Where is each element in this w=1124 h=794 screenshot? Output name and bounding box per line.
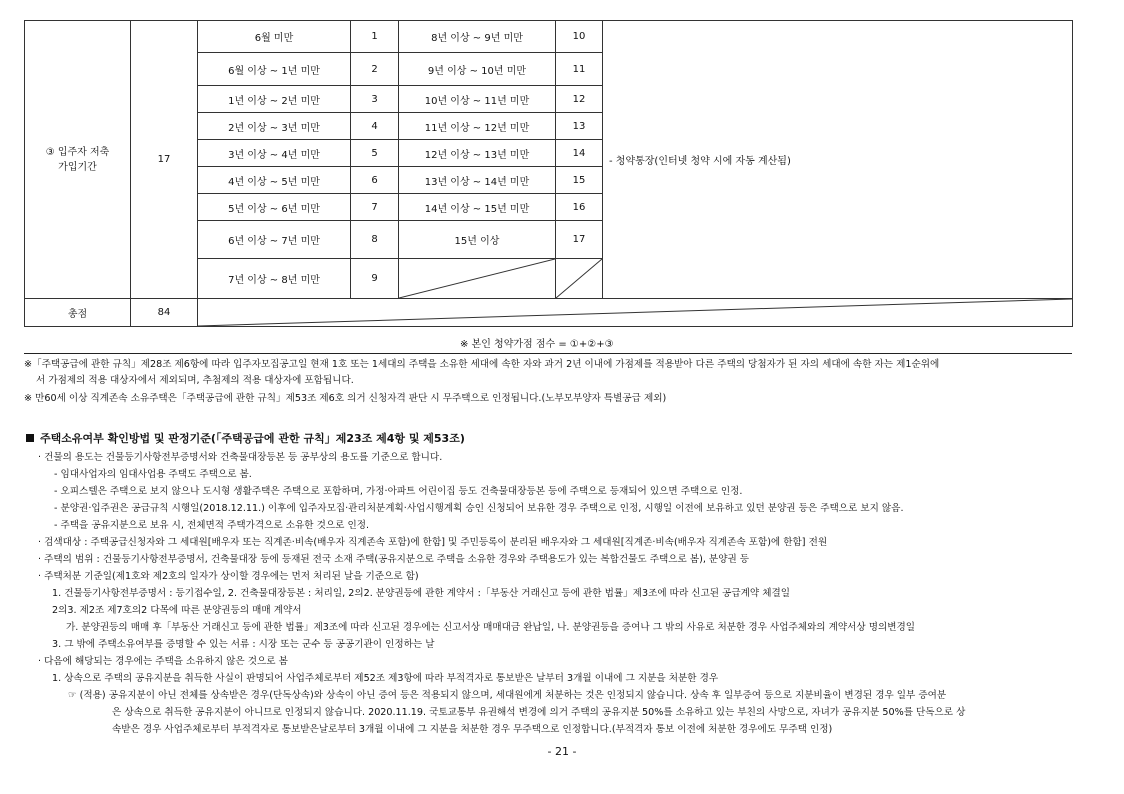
period-cell: 6월 이상 ~ 1년 미만 (198, 53, 351, 86)
period-cell: 14년 이상 ~ 15년 미만 (399, 194, 556, 221)
body-line: · 다음에 해당되는 경우에는 주택을 소유하지 않은 것으로 봄 (38, 656, 288, 667)
points-cell: 3 (351, 86, 399, 113)
points-cell: 2 (351, 53, 399, 86)
period-cell: 5년 이상 ~ 6년 미만 (198, 194, 351, 221)
score-table (24, 20, 1073, 327)
section-heading-text: 주택소유여부 확인방법 및 판정기준(「주택공급에 관한 규칙」제23조 제4항 및 제53조) (40, 432, 465, 445)
points-cell: 9 (351, 259, 399, 299)
divider (24, 353, 1072, 354)
body-line: · 주택처분 기준일(제1호와 제2호의 일자가 상이할 경우에는 먼저 처리된 날을 기준으로 함) (38, 571, 419, 582)
points-cell: 13 (556, 113, 603, 140)
body-line: - 분양권·입주권은 공급규칙 시행일(2018.12.11.) 이후에 입주자모집·관리처분계획·사업시행계획 승인 신청되어 보유한 경우 주택으로 인정, 시행일 이전에 보유하고 있던 분양권 등은 주택으로 보지 않음. (54, 503, 904, 514)
period-cell: 8년 이상 ~ 9년 미만 (399, 21, 556, 53)
body-line: - 주택을 공유지분으로 보유 시, 전체면적 주택가격으로 소유한 것으로 인정. (54, 520, 370, 531)
period-cell: 6년 이상 ~ 7년 미만 (198, 221, 351, 259)
period-cell: 15년 이상 (399, 221, 556, 259)
points-cell: 16 (556, 194, 603, 221)
body-line: · 주택의 범위 : 건물등기사항전부증명서, 건축물대장 등에 등재된 전국 소재 주택(공유지분으로 주택을 소유한 경우와 주택용도가 있는 복합건물도 주택으로 봄), 분양권 등 (38, 554, 750, 565)
points-cell: 11 (556, 53, 603, 86)
total-row (25, 299, 1073, 327)
total-value: 84 (131, 299, 198, 327)
body-line: 가. 분양권등의 매매 후「부동산 거래신고 등에 관한 법률」제3조에 따라 신고된 경우에는 신고서상 매매대금 완납일, 나. 분양권등을 증여나 그 밖의 사유로 처분한 경우 사업주체와의 계약서상 명의변경일 (66, 622, 916, 633)
points-cell: 15 (556, 167, 603, 194)
total-label: 총점 (25, 299, 131, 327)
square-bullet-icon (26, 434, 34, 442)
score-cell: 17 (131, 21, 198, 299)
description-cell: - 청약통장(인터넷 청약 시에 자동 계산됨) (603, 21, 1073, 299)
period-cell: 11년 이상 ~ 12년 미만 (399, 113, 556, 140)
period-cell: 1년 이상 ~ 2년 미만 (198, 86, 351, 113)
points-cell: 7 (351, 194, 399, 221)
body-line: 2의3. 제2조 제7호의2 다목에 따른 분양권등의 매매 계약서 (52, 605, 302, 616)
note-line: ※「주택공급에 관한 규칙」제28조 제6항에 따라 입주자모집공고일 현재 1호 또는 1세대의 주택을 소유한 세대에 속한 자와 과거 2년 이내에 가점제를 적용받아 다른 주택의 당첨자가 된 자의 세대에 속한 자는 제1순위에 (24, 359, 940, 370)
body-line: 은 상속으로 취득한 공유지분이 아니므로 인정되지 않습니다. 2020.11.19. 국토교통부 유권해석 변경에 의거 주택의 공유지분 50%를 소유하고 있는 부친의 사망으로, 자녀가 공유지분 50%를 단독으로 상 (112, 707, 966, 718)
body-line: · 건물의 용도는 건물등기사항전부증명서와 건축물대장등본 등 공부상의 용도를 기준으로 합니다. (38, 452, 443, 463)
body-line: 3. 그 밖에 주택소유여부를 증명할 수 있는 서류 : 시장 또는 군수 등 공공기관이 인정하는 날 (52, 639, 435, 650)
period-cell: 3년 이상 ~ 4년 미만 (198, 140, 351, 167)
period-cell: 9년 이상 ~ 10년 미만 (399, 53, 556, 86)
body-line: 1. 상속으로 주택의 공유지분을 취득한 사실이 판명되어 사업주체로부터 제52조 제3항에 따라 부적격자로 통보받은 날부터 3개월 이내에 그 지분을 처분한 경우 (52, 673, 719, 684)
points-cell: 6 (351, 167, 399, 194)
points-cell: 17 (556, 221, 603, 259)
empty-diagonal-cell (556, 259, 603, 299)
points-cell: 8 (351, 221, 399, 259)
score-formula: ※ 본인 청약가점 점수 = ①+②+③ (460, 339, 614, 350)
body-line: 속받은 경우 사업주체로부터 부적격자로 통보받은날로부터 3개월 이내에 그 지분을 처분한 경우 무주택으로 인정합니다.(부적격자 통보 이전에 처분한 경우에도 무주택 인정) (112, 724, 833, 735)
points-cell: 10 (556, 21, 603, 53)
points-cell: 12 (556, 86, 603, 113)
empty-diagonal-cell (399, 259, 556, 299)
body-line: · 검색대상 : 주택공급신청자와 그 세대원[배우자 또는 직계존·비속(배우자 직계존속 포함)에 한함] 및 주민등록이 분리된 배우자와 그 세대원[직계존·비속(배우자 직계존속 포함)에 한함] 전원 (38, 537, 828, 548)
period-cell: 13년 이상 ~ 14년 미만 (399, 167, 556, 194)
note-line: 서 가점제의 적용 대상자에서 제외되며, 추첨제의 적용 대상자에 포함됩니다. (36, 375, 354, 386)
points-cell: 5 (351, 140, 399, 167)
category-cell: ③ 입주자 저축 가입기간 (25, 21, 131, 299)
period-cell: 12년 이상 ~ 13년 미만 (399, 140, 556, 167)
period-cell: 10년 이상 ~ 11년 미만 (399, 86, 556, 113)
period-cell: 4년 이상 ~ 5년 미만 (198, 167, 351, 194)
body-line: - 오피스텔은 주택으로 보지 않으나 도시형 생활주택은 주택으로 포함하며, 가정·아파트 어린이집 등도 건축물대장등본 등에 주택으로 등재되어 있으면 주택으로 인정. (54, 486, 743, 497)
body-line: - 임대사업자의 임대사업용 주택도 주택으로 봄. (54, 469, 252, 480)
page-number: - 21 - (547, 745, 577, 758)
body-line: ☞ (적용) 공유지분이 아닌 전체를 상속받은 경우(단독상속)와 상속이 아닌 증여 등은 적용되지 않으며, 세대원에게 처분하는 것은 인정되지 않습니다. 상속 후 일부증여 등으로 지분비율이 변경된 경우 일부 증여분 (68, 690, 947, 701)
points-cell: 1 (351, 21, 399, 53)
points-cell: 4 (351, 113, 399, 140)
table-row (25, 21, 1073, 53)
body-line: 1. 건물등기사항전부증명서 : 등기접수일, 2. 건축물대장등본 : 처리일, 2의2. 분양권등에 관한 계약서 :「부동산 거래신고 등에 관한 법률」제3조에 따라 신고된 공급계약 체결일 (52, 588, 791, 599)
period-cell: 2년 이상 ~ 3년 미만 (198, 113, 351, 140)
note-line: ※ 만60세 이상 직계존속 소유주택은「주택공급에 관한 규칙」제53조 제6호 의거 신청자격 판단 시 무주택으로 인정됩니다.(노부모부양자 특별공급 제외) (24, 393, 667, 404)
section-heading (26, 430, 465, 446)
empty-diagonal-cell (198, 299, 1073, 327)
points-cell: 14 (556, 140, 603, 167)
period-cell: 6월 미만 (198, 21, 351, 53)
period-cell: 7년 이상 ~ 8년 미만 (198, 259, 351, 299)
